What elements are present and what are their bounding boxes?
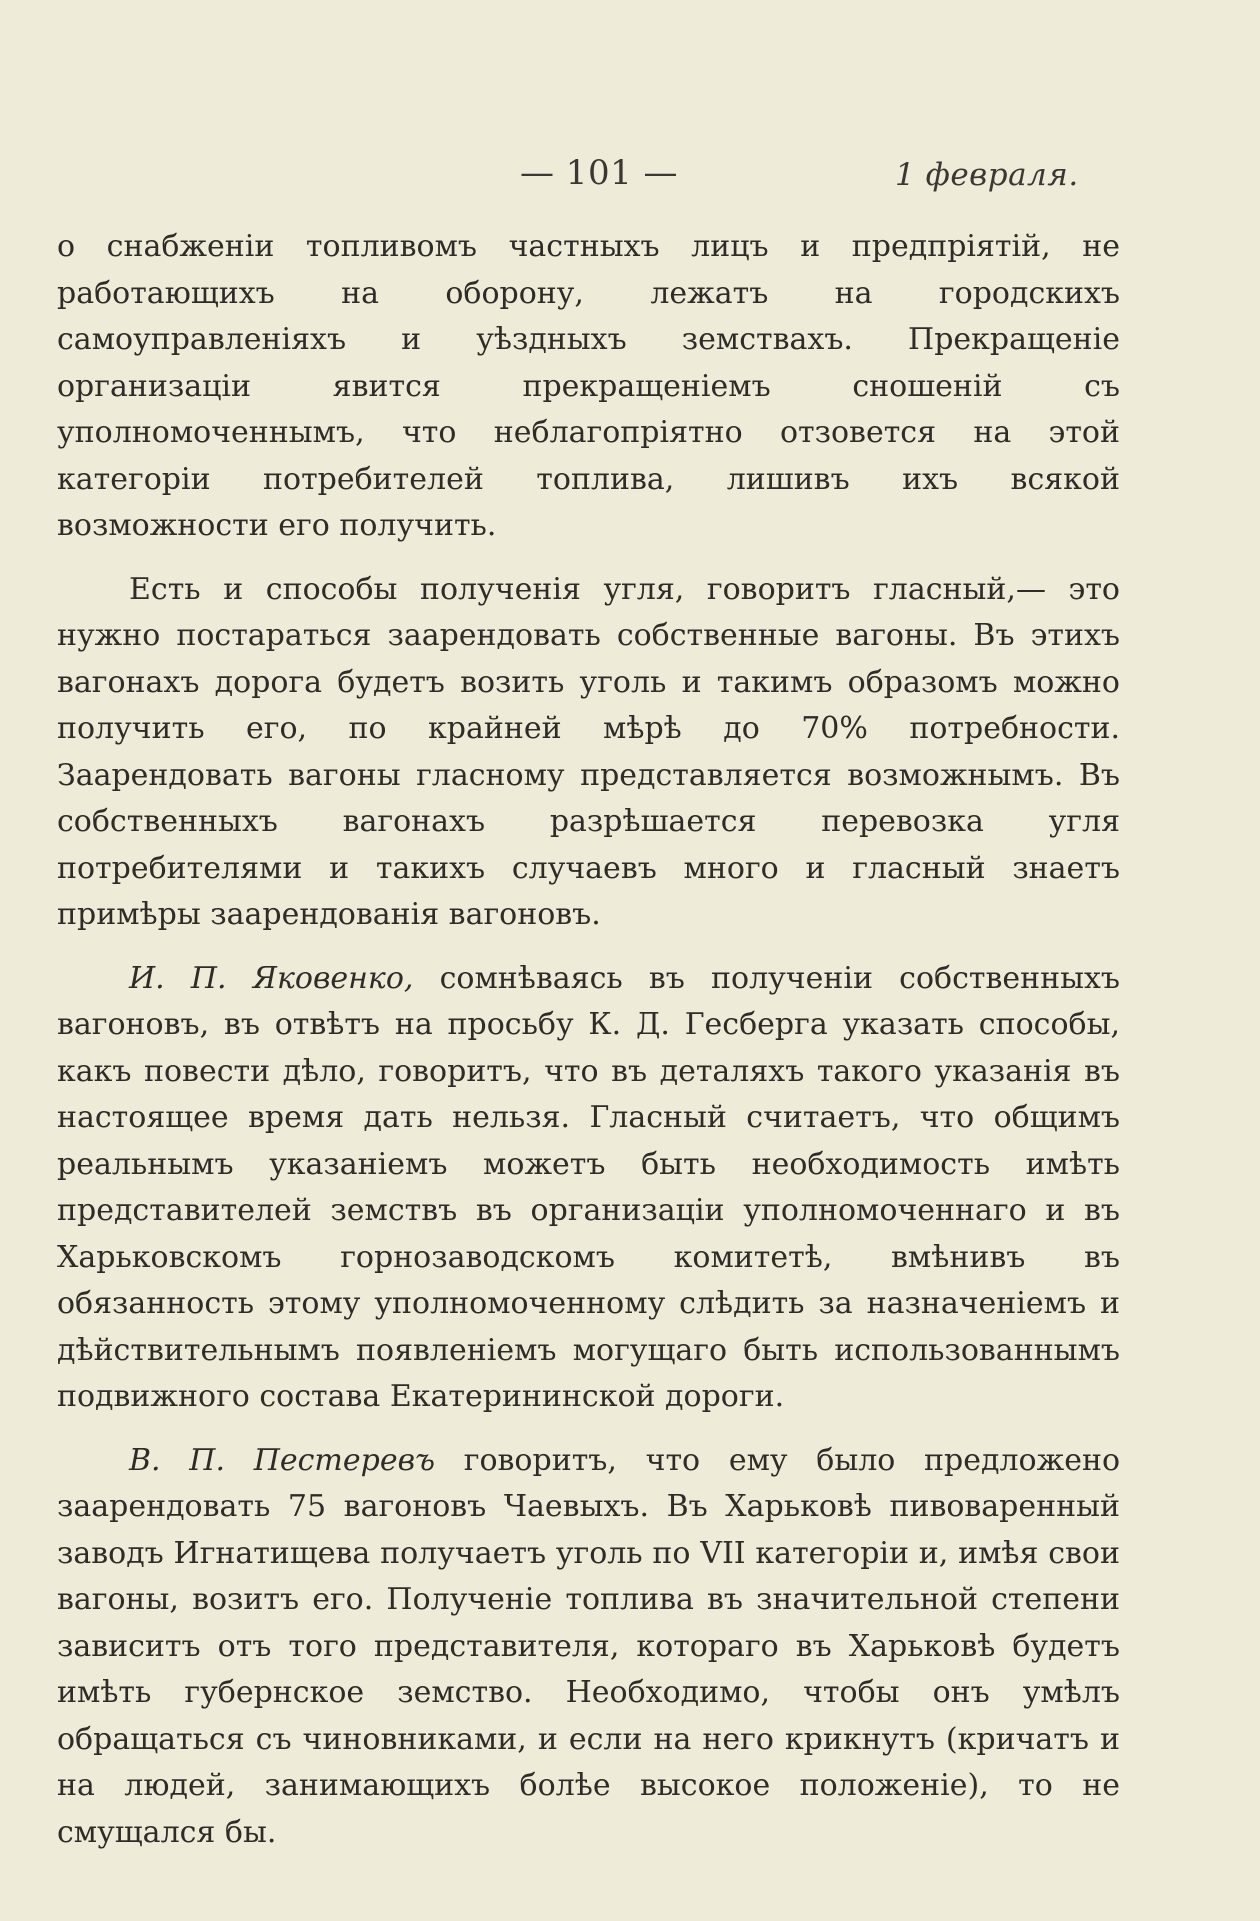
paragraph-gap [57, 1421, 1120, 1438]
body-text [57, 224, 1120, 1856]
paragraph-text: сомнѣваясь въ полученіи собственныхъ вагоновъ, въ отвѣтъ на просьбу К. Д. Гесберга указать способы, какъ повести дѣло, говоритъ, что въ деталяхъ такого указанія въ настоящее время дать нельзя. Гласный считаетъ, что общимъ реальнымъ указаніемъ можетъ быть необходимость имѣть представителей земствъ въ организаціи уполномоченнаго и въ Харьковскомъ горнозаводскомъ комитетѣ, вмѣнивъ въ обязанность этому уполномоченному слѣдить за назначеніемъ и дѣйствительнымъ появленіемъ могущаго быть использованнымъ подвижного состава Екатерининской дороги. [57, 960, 1120, 1414]
running-head-date: 1 февраля. [895, 157, 1079, 193]
paragraph-gap [57, 550, 1120, 567]
paragraph-coal-wagons [57, 567, 1120, 939]
page-header [0, 153, 1260, 203]
paragraph-text: Есть и способы полученія угля, говоритъ гласный,— это нужно постараться заарендовать собственные вагоны. Въ этихъ вагонахъ дорога будетъ возить уголь и такимъ образомъ можно получить его, по крайней мѣрѣ до 70% потребности. Заарендовать вагоны гласному представляется возможнымъ. Въ собственныхъ вагонахъ разрѣшается перевозка угля потребителями и такихъ случаевъ много и гласный знаетъ примѣры заарендованія вагоновъ. [57, 571, 1120, 932]
paragraph-text: о снабженіи топливомъ частныхъ лицъ и предпріятій, не работающихъ на оборону, лежатъ на городскихъ самоуправленіяхъ и уѣздныхъ земствахъ. Прекращеніе организаціи явится прекращеніемъ сношеній съ уполномоченнымъ, что неблагопріятно отзовется на этой категоріи потребителей топлива, лишивъ ихъ всякой возможности его получить. [57, 229, 1120, 543]
paragraph-text: говоритъ, что ему было предложено заарендовать 75 вагоновъ Чаевыхъ. Въ Харьковѣ пивоваренный заводъ Игнатищева получаетъ уголь по VII категоріи и, имѣя свои вагоны, возитъ его. Полученіе топлива въ значительной степени зависитъ отъ того представителя, котораго въ Харьковѣ будетъ имѣть губернское земство. Необходимо, чтобы онъ умѣлъ обращаться съ чиновниками, и если на него крикнутъ (кричатъ и на людей, занимающихъ болѣе высокое положеніе), то не смущался бы. [57, 1442, 1121, 1850]
paragraph-pesterev [57, 1438, 1120, 1857]
speaker-name: В. П. Пестеревъ [129, 1442, 436, 1478]
page-number: — 101 — [520, 153, 679, 193]
speaker-name: И. П. Яковенко, [129, 960, 414, 996]
paragraph-gap [57, 939, 1120, 956]
paragraph-continuation [57, 224, 1120, 550]
paragraph-yakovenko [57, 956, 1120, 1421]
